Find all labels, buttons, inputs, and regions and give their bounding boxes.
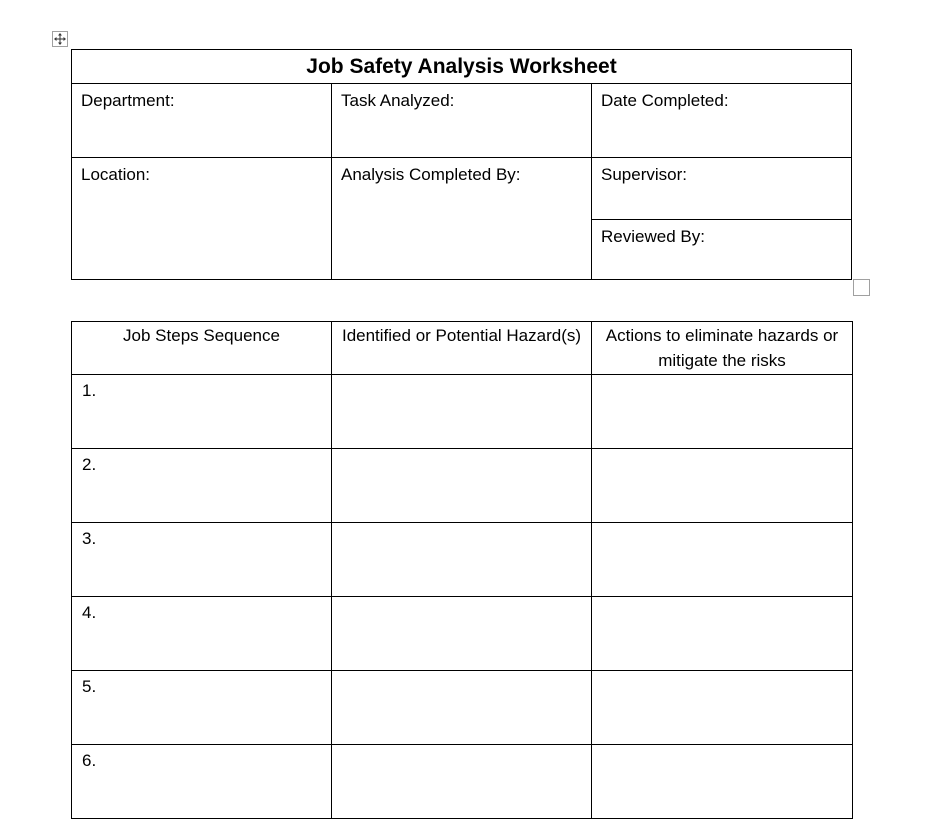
reviewed-by-label: Reviewed By: <box>601 227 705 246</box>
header-hazards: Identified or Potential Hazard(s) <box>332 322 592 375</box>
action-cell[interactable] <box>592 523 853 597</box>
date-completed-label: Date Completed: <box>601 91 729 110</box>
hazard-cell[interactable] <box>332 375 592 449</box>
move-arrows-icon <box>54 33 66 45</box>
action-cell[interactable] <box>592 375 853 449</box>
action-cell[interactable] <box>592 671 853 745</box>
document-title: Job Safety Analysis Worksheet <box>72 50 852 84</box>
hazard-cell[interactable] <box>332 745 592 819</box>
info-table <box>71 49 852 280</box>
analysis-completed-by-label: Analysis Completed By: <box>341 165 521 184</box>
reviewed-by-field[interactable] <box>592 220 852 280</box>
department-label: Department: <box>81 91 175 110</box>
step-cell[interactable]: 1. <box>72 375 332 449</box>
task-analyzed-field[interactable] <box>332 84 592 158</box>
table-resize-handle[interactable] <box>853 279 870 296</box>
location-field[interactable] <box>72 158 332 280</box>
step-cell[interactable]: 2. <box>72 449 332 523</box>
table-row <box>72 523 853 597</box>
step-cell[interactable]: 5. <box>72 671 332 745</box>
table-move-handle[interactable] <box>52 31 68 47</box>
header-actions: Actions to eliminate hazards or mitigate the risks <box>592 322 853 375</box>
table-row <box>72 597 853 671</box>
location-label: Location: <box>81 165 150 184</box>
action-cell[interactable] <box>592 745 853 819</box>
job-steps-table <box>71 321 853 819</box>
table-row <box>72 671 853 745</box>
task-analyzed-label: Task Analyzed: <box>341 91 455 110</box>
action-cell[interactable] <box>592 449 853 523</box>
step-cell[interactable]: 3. <box>72 523 332 597</box>
hazard-cell[interactable] <box>332 449 592 523</box>
analysis-completed-by-field[interactable] <box>332 158 592 280</box>
supervisor-label: Supervisor: <box>601 165 687 184</box>
hazard-cell[interactable] <box>332 523 592 597</box>
hazard-cell[interactable] <box>332 597 592 671</box>
step-cell[interactable]: 4. <box>72 597 332 671</box>
hazard-cell[interactable] <box>332 671 592 745</box>
supervisor-field[interactable] <box>592 158 852 220</box>
date-completed-field[interactable] <box>592 84 852 158</box>
table-row <box>72 449 853 523</box>
header-job-steps: Job Steps Sequence <box>72 322 332 375</box>
table-row <box>72 745 853 819</box>
action-cell[interactable] <box>592 597 853 671</box>
department-field[interactable] <box>72 84 332 158</box>
step-cell[interactable]: 6. <box>72 745 332 819</box>
table-row <box>72 375 853 449</box>
